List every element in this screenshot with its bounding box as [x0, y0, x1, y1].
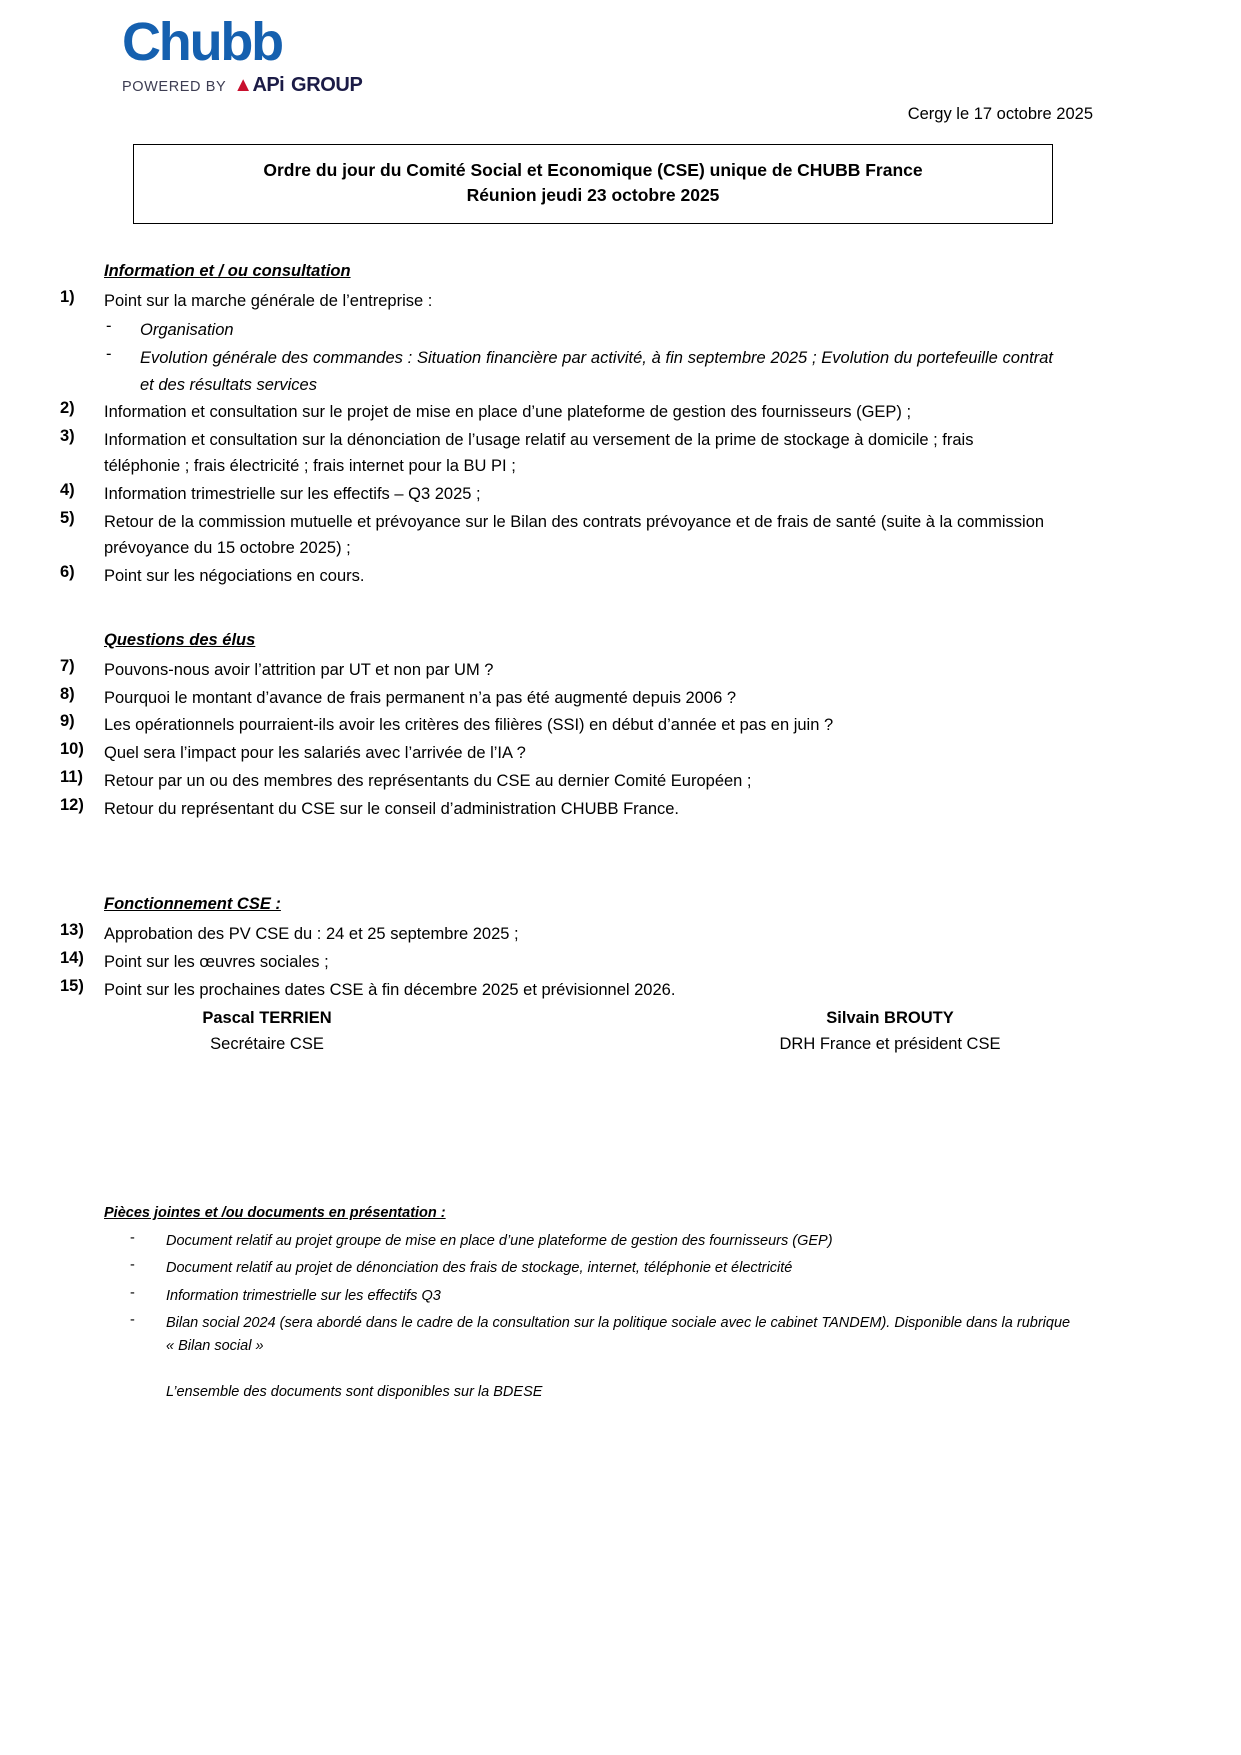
group-wordmark: GROUP — [291, 73, 363, 96]
item-number: 4) — [60, 481, 75, 500]
agenda-item-12 — [0, 796, 1241, 823]
attachments-note: L’ensemble des documents sont disponibles sur la BDESE — [166, 1384, 543, 1401]
agenda-item-10 — [0, 740, 1241, 767]
item-text: Approbation des PV CSE du : 24 et 25 septembre 2025 ; — [104, 925, 519, 944]
item-text: Point sur les prochaines dates CSE à fin décembre 2025 et prévisionnel 2026. — [104, 980, 676, 999]
item-number: 15) — [60, 976, 84, 995]
api-wordmark: ▲APi — [233, 73, 285, 96]
item-number: 12) — [60, 795, 84, 814]
item-text: Point sur la marche générale de l’entreprise : — [104, 292, 433, 310]
signature-block — [0, 1005, 1241, 1058]
attachment-text: Bilan social 2024 (sera abordé dans le cadre de la consultation sur la politique sociale avec le cabinet TANDEM). Disponible dans la rubrique « Bilan social » — [166, 1315, 1071, 1354]
agenda-item-15 — [0, 977, 1241, 1004]
agenda-item-6 — [0, 563, 1241, 590]
dash-bullet: - — [130, 1312, 135, 1329]
item-number: 13) — [60, 921, 84, 940]
agenda-item-11 — [0, 768, 1241, 795]
item-number: 3) — [60, 426, 75, 445]
item-text: Retour du représentant du CSE sur le conseil d’administration CHUBB France. — [104, 799, 680, 818]
agenda-item-14 — [0, 949, 1241, 976]
section-spacer — [0, 591, 1241, 631]
item-text: Information et consultation sur le projet de mise en place d’une plateforme de gestion des fournisseurs (GEP) ; — [104, 402, 912, 421]
item-number: 9) — [60, 712, 75, 731]
title-box — [133, 144, 1053, 224]
signatory-role: Secrétaire CSE — [210, 1035, 324, 1054]
attachment-item-2 — [0, 1257, 1241, 1279]
agenda-item-2 — [0, 399, 1241, 426]
attachment-text: Information trimestrielle sur les effectifs Q3 — [166, 1287, 441, 1304]
agenda-content — [0, 262, 1241, 1004]
agenda-item-9 — [0, 712, 1241, 739]
section-spacer — [0, 823, 1241, 895]
signatory-name: Silvain BROUTY — [826, 1009, 954, 1027]
agenda-subitem-organisation — [0, 317, 1241, 344]
section-heading-fonctionnement: Fonctionnement CSE : — [104, 895, 281, 914]
item-text: Information et consultation sur la dénonciation de l’usage relatif au versement de la prime de stockage à domicile ; frais téléphonie ; frais électricité ; frais internet pour la BU PI ; — [104, 430, 974, 476]
section-heading-questions: Questions des élus — [104, 630, 256, 649]
item-text: Pourquoi le montant d’avance de frais permanent n’a pas été augmenté depuis 2006 ? — [104, 688, 737, 707]
attachments-section — [0, 1205, 1241, 1404]
signatory-name: Pascal TERRIEN — [202, 1009, 332, 1027]
item-number: 11) — [60, 767, 83, 786]
attachment-item-1 — [0, 1230, 1241, 1252]
attachment-text: Document relatif au projet groupe de mise en place d’une plateforme de gestion des fournisseurs (GEP) — [166, 1233, 833, 1249]
section-heading-information: Information et / ou consultation — [104, 262, 351, 280]
item-text: Pouvons-nous avoir l’attrition par UT et non par UM ? — [104, 660, 494, 679]
item-number: 2) — [60, 398, 75, 417]
signatory-role: DRH France et président CSE — [779, 1035, 1001, 1054]
powered-by-label: POWERED BY — [122, 78, 227, 95]
attachment-item-3 — [0, 1285, 1241, 1307]
item-number: 1) — [60, 288, 75, 306]
item-text: Point sur les négociations en cours. — [104, 567, 365, 586]
agenda-item-7 — [0, 657, 1241, 684]
attachment-item-4 — [0, 1312, 1241, 1357]
dash-bullet: - — [106, 345, 112, 364]
agenda-item-5 — [0, 509, 1241, 562]
subitem-text: Evolution générale des commandes : Situation financière par activité, à fin septembre 2025 ; Evolution du portefeuille contrat et des résultats services — [140, 349, 1053, 395]
signature-secretaire — [52, 1005, 482, 1058]
item-text: Information trimestrielle sur les effectifs – Q3 2025 ; — [104, 485, 481, 504]
item-number: 7) — [60, 656, 75, 675]
attachments-heading: Pièces jointes et /ou documents en présentation : — [104, 1205, 446, 1221]
item-text: Point sur les œuvres sociales ; — [104, 952, 329, 971]
agenda-item-3 — [0, 427, 1241, 480]
dash-bullet: - — [130, 1230, 135, 1246]
chubb-logo — [122, 14, 422, 97]
item-text: Les opérationnels pourraient-ils avoir les critères des filières (SSI) en début d’année et pas en juin ? — [104, 716, 834, 735]
item-text: Retour par un ou des membres des représentants du CSE au dernier Comité Européen ; — [104, 771, 752, 790]
agenda-subitem-evolution — [0, 345, 1241, 398]
api-group-tagline — [122, 74, 422, 97]
document-date: Cergy le 17 octobre 2025 — [907, 105, 1093, 123]
agenda-item-1 — [0, 288, 1241, 315]
item-text: Quel sera l’impact pour les salariés avec l’arrivée de l’IA ? — [104, 744, 526, 763]
item-number: 14) — [60, 948, 84, 967]
agenda-item-4 — [0, 481, 1241, 508]
item-number: 5) — [60, 508, 75, 527]
item-text: Retour de la commission mutuelle et prévoyance sur le Bilan des contrats prévoyance et de frais de santé (suite à la commission prévoyance du 15 octobre 2025) ; — [104, 512, 1045, 558]
signature-president — [675, 1005, 1105, 1058]
dash-bullet: - — [130, 1284, 135, 1301]
dash-bullet: - — [106, 316, 112, 335]
subitem-text: Organisation — [140, 320, 234, 339]
agenda-item-8 — [0, 685, 1241, 712]
item-number: 6) — [60, 563, 75, 582]
item-number: 8) — [60, 684, 75, 703]
item-number: 10) — [60, 740, 84, 759]
chubb-wordmark: Chubb — [122, 12, 282, 72]
attachment-text: Document relatif au projet de dénonciation des frais de stockage, internet, téléphonie et électricité — [166, 1260, 793, 1277]
dash-bullet: - — [130, 1257, 135, 1274]
title-line-1: Ordre du jour du Comité Social et Economique (CSE) unique de CHUBB France — [263, 160, 923, 180]
agenda-item-13 — [0, 921, 1241, 948]
title-line-2: Réunion jeudi 23 octobre 2025 — [466, 185, 720, 206]
